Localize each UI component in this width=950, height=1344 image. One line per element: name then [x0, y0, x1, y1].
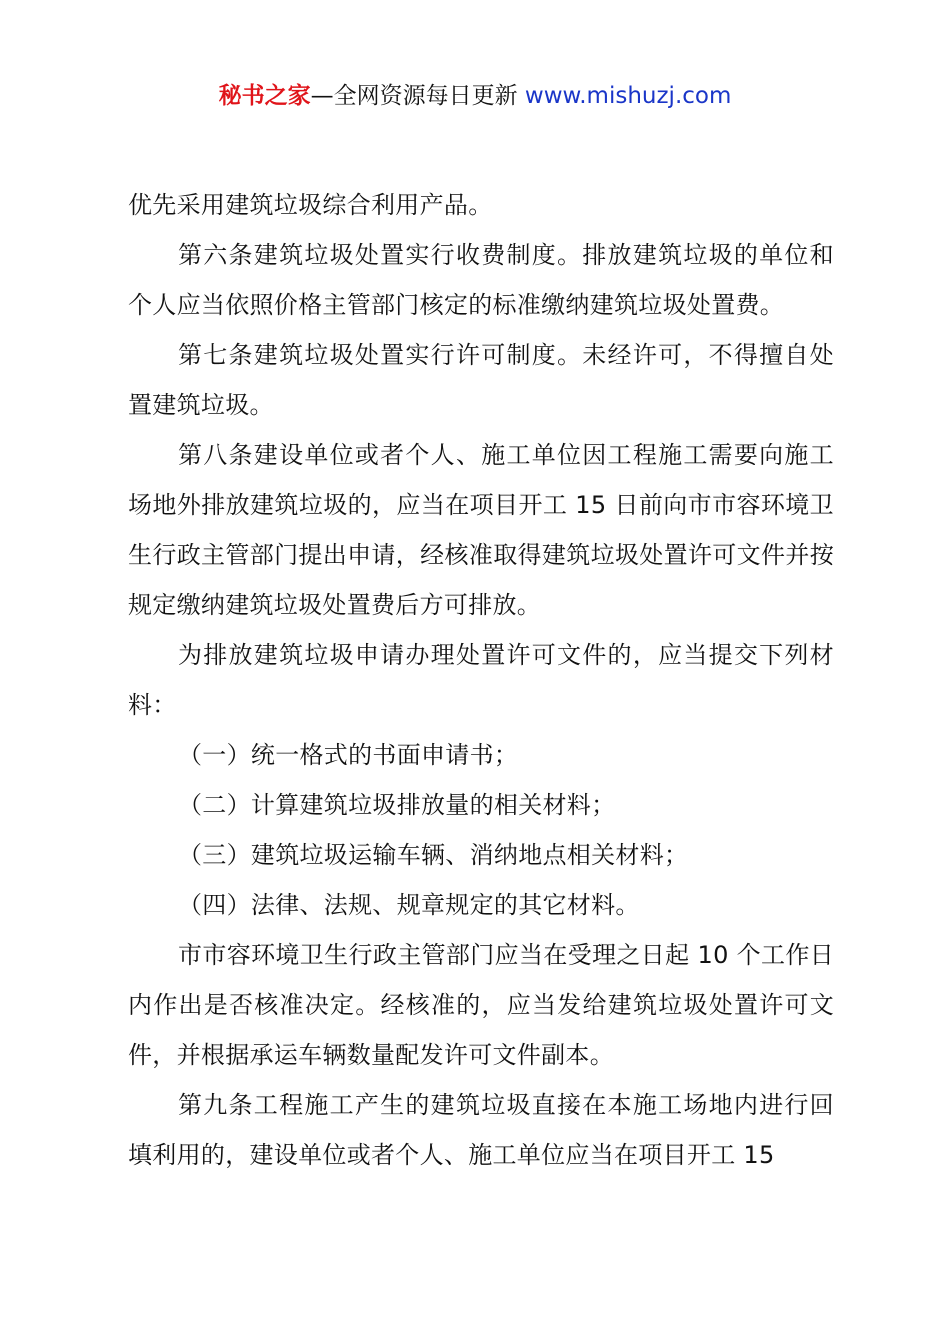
document-body: [128, 180, 834, 1180]
site-tagline: —全网资源每日更新: [310, 83, 525, 109]
site-url-link[interactable]: www.mishuzj.com: [524, 83, 732, 109]
paragraph-article-6: 第六条建筑垃圾处置实行收费制度。排放建筑垃圾的单位和个人应当依照价格主管部门核定的标准缴纳建筑垃圾处置费。: [128, 241, 834, 319]
list-item-1: （一）统一格式的书面申请书；: [178, 741, 519, 769]
page-header: [0, 80, 950, 112]
paragraph-article-8: 第八条建设单位或者个人、施工单位因工程施工需要向施工场地外排放建筑垃圾的，应当在项目开工 15 日前向市市容环境卫生行政主管部门提出申请，经核准取得建筑垃圾处置许可文件并按规定缴纳建筑垃圾处置费后方可排放。: [128, 441, 834, 619]
site-brand: 秘书之家: [218, 83, 311, 109]
paragraph-materials-intro: 为排放建筑垃圾申请办理处置许可文件的，应当提交下列材料：: [128, 641, 834, 719]
paragraph-article-9: 第九条工程施工产生的建筑垃圾直接在本施工场地内进行回填利用的，建设单位或者个人、施工单位应当在项目开工 15: [128, 1091, 834, 1169]
list-item-4: （四）法律、法规、规章规定的其它材料。: [178, 891, 640, 919]
list-item-2: （二）计算建筑垃圾排放量的相关材料；: [178, 791, 616, 819]
list-item-3: （三）建筑垃圾运输车辆、消纳地点相关材料；: [178, 841, 689, 869]
paragraph-article-7: 第七条建筑垃圾处置实行许可制度。未经许可，不得擅自处置建筑垃圾。: [128, 341, 834, 419]
paragraph-continuation: 优先采用建筑垃圾综合利用产品。: [128, 191, 493, 219]
paragraph-approval: 市市容环境卫生行政主管部门应当在受理之日起 10 个工作日内作出是否核准决定。经核准的，应当发给建筑垃圾处置许可文件，并根据承运车辆数量配发许可文件副本。: [128, 941, 834, 1069]
